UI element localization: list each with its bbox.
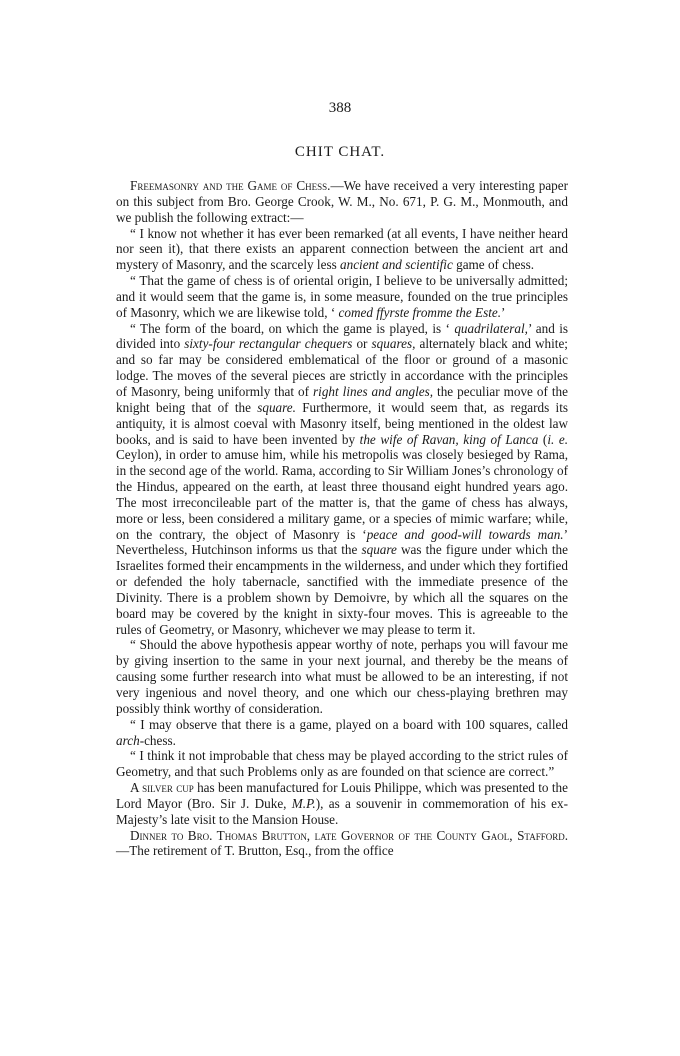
text-segment: the peculiar move of the knight being that of the bbox=[116, 383, 568, 415]
text-segment: quadrilateral, bbox=[454, 320, 528, 336]
text-segment: —The retirement of T. Brutton, Esq., from the office bbox=[116, 843, 394, 859]
paragraph bbox=[116, 321, 568, 638]
text-segment: i. e. bbox=[547, 431, 568, 447]
text-segment: arch bbox=[116, 732, 140, 748]
text-segment: was the figure under which the Israelites formed their encampments in the wilderness, and under which they fortified or defended the holy tabernacle, sanctified with the immediate presence of the Divinity. There is a problem shown by Demoivre, by which all the squares on the board may be covered by the knight in sixty-four moves. This is agreeable to the rules of Geometry, or Masonry, whichever we may please to term it. bbox=[116, 542, 568, 637]
page-number: 388 bbox=[328, 100, 352, 116]
text-segment: ( bbox=[538, 431, 548, 447]
text-segment: square. bbox=[257, 399, 296, 415]
paragraph bbox=[116, 717, 568, 749]
text-segment: alternately black and white; and so far may be considered emblematical of the floor or ground of a masonic lodge. The moves of the several pieces are strictly in accordance with the principles of Masonry, being uniformly that of bbox=[116, 336, 568, 399]
paragraph bbox=[116, 780, 568, 828]
text-segment: “ I know not whether it has ever been remarked (at all events, I have neither heard nor seen it), that there exists an apparent connection between the ancient art and mystery of Masonry, and the scarcely less bbox=[116, 225, 568, 273]
text-segment: ’ Nevertheless, Hutchinson informs us that the bbox=[116, 526, 569, 558]
text-segment: —We have received a very interesting paper on this subject from Bro. George Crook, W. M., No. 671, P. G. M., Monmouth, and we publish the following extract:— bbox=[116, 178, 569, 225]
text-segment: comed ffyrste fromme the Este. bbox=[338, 304, 502, 320]
text-segment: right lines and angles, bbox=[313, 383, 434, 399]
paragraph bbox=[116, 273, 568, 321]
paragraph bbox=[116, 828, 568, 860]
text-segment: game of chess. bbox=[452, 257, 535, 273]
paragraph bbox=[116, 748, 568, 780]
text-segment: ’ bbox=[501, 304, 506, 320]
text-segment: M.P. bbox=[291, 795, 316, 811]
text-segment: “ That the game of chess is of oriental origin, I believe to be universally admitted; and it would seem that the game is, in some measure, founded on the true principles of Masonry, which we are likewise told, ‘ bbox=[116, 273, 568, 320]
text-segment: Dinner to Bro. Thomas Brutton, late Governor of the County Gaol, Stafford. bbox=[130, 827, 568, 843]
article-body bbox=[116, 178, 568, 859]
text-segment: A silver cup bbox=[130, 780, 194, 796]
text-segment: the wife of Ravan, king of Lanca bbox=[359, 431, 539, 447]
text-segment: “ Should the above hypothesis appear worthy of note, perhaps you will favour me by giving insertion to the same in your next journal, and thereby be the means of causing some further research into what must be allowed to be an interesting, if not very ingenious and novel theory, and one which our chess-playing brethren may possibly think worthy of consideration. bbox=[116, 637, 568, 716]
text-segment: square bbox=[361, 542, 397, 558]
text-segment: peace and good-will towards man. bbox=[366, 526, 564, 542]
text-segment: “ I may observe that there is a game, played on a board with 100 squares, called bbox=[130, 716, 568, 732]
text-segment: “ The form of the board, on which the game is played, is ‘ bbox=[130, 320, 455, 336]
text-segment: Ceylon), in order to amuse him, while his metropolis was closely besieged by Rama, in the second age of the world. Rama, according to Sir William Jones’s chronology of the Hindus, appeared on the earth, at least three thousand eight hundred years ago. The most irreconcileable part of the matter is, that the game of chess has always, more or less, been considered a military game, or a species of mimic warfare; while, on the contrary, the object of Masonry is ‘ bbox=[116, 447, 568, 542]
paragraph bbox=[116, 637, 568, 716]
text-segment: has been manufactured for Louis Philippe, which was presented to the Lord Mayor (Bro. Sir J. Duke, bbox=[116, 780, 568, 811]
paragraph bbox=[116, 178, 568, 226]
text-segment: or bbox=[352, 336, 372, 352]
paragraph bbox=[116, 226, 568, 274]
text-segment: ancient and scientific bbox=[340, 257, 453, 273]
text-segment: sixty-four rectangular chequers bbox=[184, 336, 353, 352]
text-segment: Furthermore, it would seem that, as regards its antiquity, it is almost coeval with Masonry itself, being mentioned in the oldest law books, and is said to have been invented by bbox=[116, 399, 569, 447]
text-segment: ), as a souvenir in commemoration of his ex-Majesty’s late visit to the Mansion House. bbox=[116, 795, 568, 827]
text-segment: “ I think it not improbable that chess may be played according to the strict rules of Geometry, and that such Problems only as are founded on that science are correct.” bbox=[116, 748, 568, 780]
text-segment: ’ and is divided into bbox=[116, 320, 569, 352]
section-heading: CHIT CHAT. bbox=[294, 144, 386, 160]
text-segment: Freemasonry and the Game of Chess. bbox=[130, 178, 331, 193]
text-segment: squares, bbox=[371, 336, 416, 352]
text-segment: -chess. bbox=[139, 732, 176, 748]
